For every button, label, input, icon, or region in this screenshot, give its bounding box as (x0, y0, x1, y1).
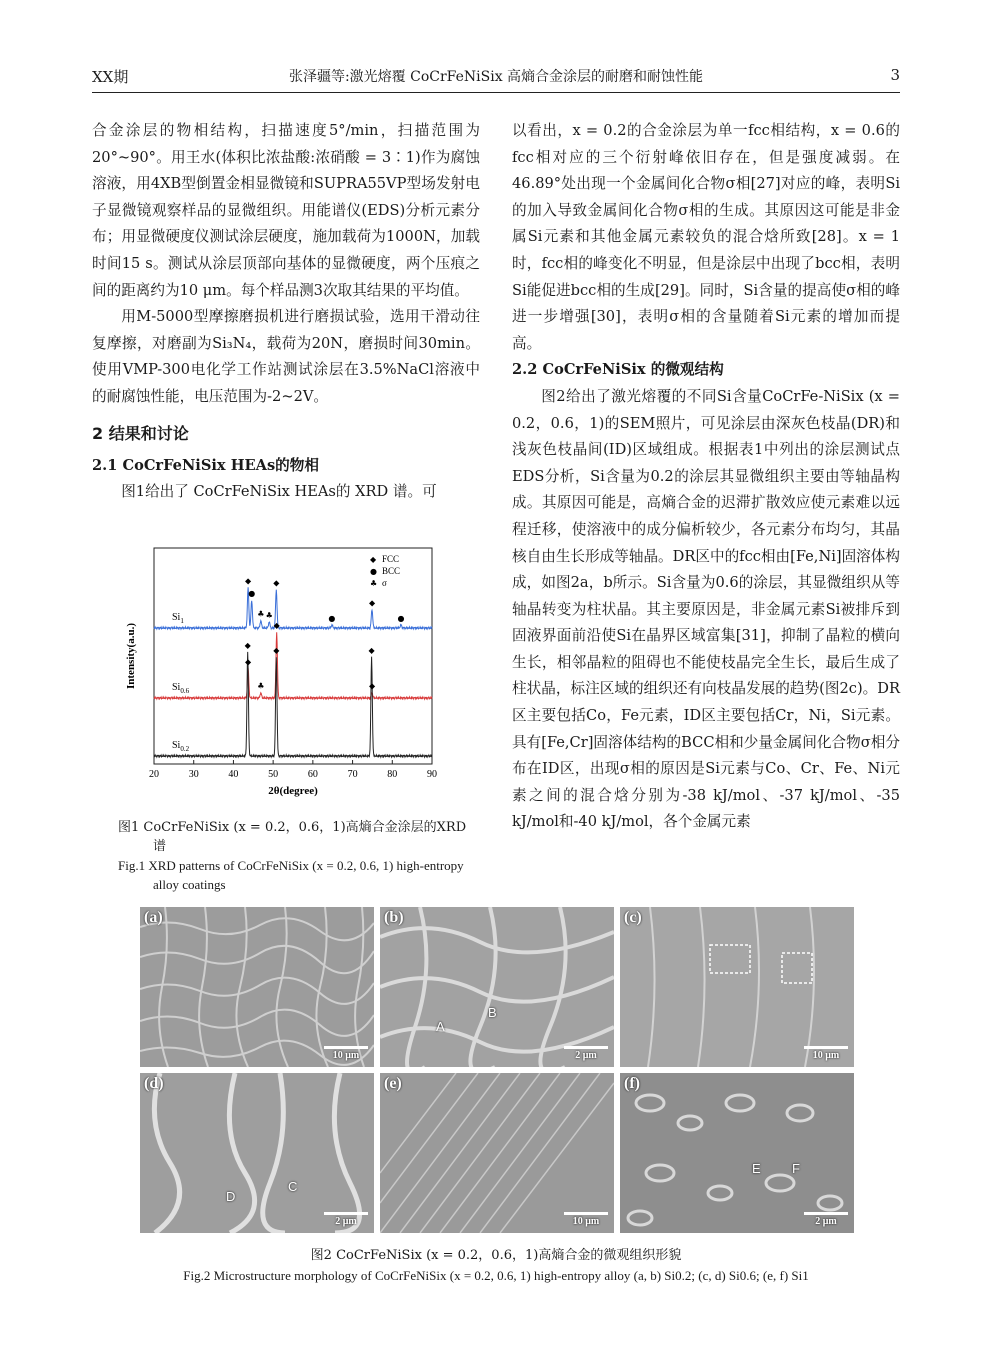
x-tick-label: 80 (387, 769, 398, 780)
point-f-label: F (792, 1161, 800, 1176)
series-label: $Si_1$ (172, 612, 184, 625)
peak-marker: ● (248, 589, 256, 599)
xrd-chart (120, 540, 450, 820)
x-axis-label: 2θ(degree) (268, 785, 318, 797)
panel-f-label: (f) (624, 1075, 640, 1092)
peak-marker: ◆ (273, 621, 280, 630)
legend-symbol: ♣ (370, 579, 378, 588)
sem-panel-a (140, 907, 374, 1067)
point-b-label: B (488, 1005, 497, 1020)
panel-e-scalebar: 10 μm (564, 1212, 608, 1227)
panel-e-label: (e) (384, 1075, 402, 1092)
figure-1-caption-zh: 图1 CoCrFeNiSix (x = 0.2，0.6，1)高熵合金涂层的XRD谱 (118, 820, 467, 854)
x-tick-label: 60 (307, 769, 318, 780)
left-paragraph-2: 用M-5000型摩擦磨损机进行磨损试验，选用干滑动往复摩擦，对磨副为Si₃N₄，载荷为20N，磨损时间30min。使用VMP-300电化学工作站测试涂层在3.5%NaCl溶液中的耐腐蚀性能，电压范围为-2~2V。 (92, 308, 480, 405)
figure-1-caption-en: Fig.1 XRD patterns of CoCrFeNiSix (x = 0.2, 0.6, 1) high-entropy alloy coatings (118, 858, 464, 892)
panel-a-scalebar: 10 μm (324, 1046, 368, 1061)
sem-panel-d (140, 1073, 374, 1233)
header-rule (92, 92, 900, 93)
peak-marker: ◆ (368, 646, 375, 656)
point-a-label: A (436, 1019, 445, 1034)
right-paragraph-2: 图2给出了激光熔覆的不同Si含量CoCrFe-NiSix (x = 0.2，0.6，1)的SEM照片，可见涂层由深灰色枝晶(DR)和浅灰色枝晶间(ID)区域组成。根据表1中列出的涂层测试点EDS分析，Si含量为0.2的涂层其显微组织主要由等轴晶构成。其原因可能是，高熵合金的迟滞扩散效应使元素难以远程迁移，使溶液中的成分偏析较少，各元素分布均匀，其晶核自由生长形成等轴晶。DR区中的fcc相由[Fe,Ni]固溶体构成，如图2a，b所示。Si含量为0.6的涂层，其显微组织从等轴晶转变为柱状晶。其主要原因是，非金属元素Si被排斥到固液界面前沿使Si在晶界区域富集[31]，抑制了晶粒的横向生长，相邻晶粒的阻碍也不能使枝晶完全生长，最后生成了柱状晶，标注区域的组织还有向枝晶发展的趋势(图2c)。DR区主要包括Co，Fe元素，ID区主要包括Cr，Ni，Si元素。具有[Fe,Cr]固溶体结构的BCC相和少量金属间化合物σ相分布在ID区，出现σ相的原因是Si元素与Co、Cr、Fe、Ni元素之间的混合焓分别为-38 kJ/mol、-37 kJ/mol、-35 kJ/mol和-40 kJ/mol，各个金属元素 (512, 387, 900, 831)
x-tick-label: 90 (427, 769, 437, 780)
sem-panel-b (380, 907, 614, 1067)
x-tick-label: 40 (228, 769, 239, 780)
subsection-heading-2-2: 2.2 CoCrFeNiSix 的微观结构 (512, 361, 724, 379)
x-tick-label: 70 (347, 769, 358, 780)
figure-2-caption-zh: 图2 CoCrFeNiSix (x = 0.2，0.6，1)高熵合金的微观组织形貌 (310, 1248, 682, 1263)
peak-marker: ♣ (257, 609, 265, 619)
sem-panel-e (380, 1073, 614, 1233)
issue-label: XX期 (92, 68, 129, 86)
right-column (512, 118, 900, 836)
peak-marker: ♣ (265, 610, 273, 620)
right-paragraph-1: 以看出，x = 0.2的合金涂层为单一fcc相结构，x = 0.6的fcc相对应的三个衍射峰依旧存在，但是强度减弱。在46.89°处出现一个金属间化合物σ相[27]对应的峰，表明Si的加入导致金属间化合物σ相的生成。其原因这可能是非金属Si元素和其他金属元素较负的混合焓所致[28]。x = 1时，fcc相的峰变化不明显，但是涂层中出现了bcc相，表明Si能促进bcc相的生成[29]。同时，Si含量的提高使σ相的峰进一步增强[30]，表明σ相的含量随着Si元素的增加而提高。 (512, 122, 900, 352)
legend-symbol: ◆ (370, 555, 377, 564)
subsection-heading-2-1: 2.1 CoCrFeNiSix HEAs的物相 (92, 456, 319, 474)
series-label: $Si_{0.2}$ (172, 740, 190, 753)
x-tick-label: 50 (268, 769, 279, 780)
peak-marker: ◆ (368, 681, 376, 691)
y-axis-label: Intensity(a.u.) (125, 622, 137, 690)
panel-b-label: (b) (384, 909, 404, 926)
running-header (92, 66, 900, 92)
peak-marker: ◆ (245, 657, 252, 667)
page-number: 3 (890, 66, 900, 84)
legend-entry: BCC (382, 566, 401, 576)
point-d-label: D (226, 1189, 236, 1204)
left-paragraph-1: 合金涂层的物相结构，扫描速度5°/min，扫描范围为20°~90°。用王水(体积比浓盐酸:浓硝酸 = 3∶1)作为腐蚀溶液，用4XB型倒置金相显微镜和SUPRA55VP型场发射电子显微镜观察样品的显微组织。用能谱仪(EDS)分析元素分布；用显微硬度仪测试涂层硬度，施加载荷为1000N，加载时间15 s。测试从涂层顶部向基体的显微硬度，两个压痕之间的距离约为10 μm。每个样品测3次取其结果的平均值。 (92, 122, 480, 299)
section-heading: 2 结果和讨论 (92, 423, 189, 443)
panel-c-scalebar: 10 μm (804, 1046, 848, 1061)
plot-frame (154, 548, 432, 764)
panel-d-scalebar: 2 μm (324, 1212, 368, 1227)
xrd-series-line (154, 652, 432, 757)
point-c-label: C (288, 1179, 298, 1194)
figure-2-caption (92, 1246, 900, 1286)
sem-panel-f (620, 1073, 854, 1233)
left-paragraph-3: 图1给出了 CoCrFeNiSix HEAs的 XRD 谱。可 (121, 483, 437, 501)
left-column (92, 118, 480, 506)
panel-c-label: (c) (624, 909, 642, 926)
legend-symbol: ● (370, 567, 377, 576)
legend-entry: σ (382, 578, 387, 588)
peak-marker: ● (328, 613, 336, 623)
panel-f-scalebar: 2 μm (804, 1212, 848, 1227)
panel-d-label: (d) (144, 1075, 164, 1092)
point-e-label: E (752, 1161, 761, 1176)
xrd-series-line (154, 587, 432, 629)
xrd-series-line (154, 632, 432, 699)
peak-marker: ◆ (273, 578, 280, 588)
series-label: $Si_{0.6}$ (172, 682, 190, 695)
xrd-figure (120, 540, 450, 820)
legend-entry: FCC (382, 554, 400, 564)
peak-marker: ◆ (244, 641, 251, 650)
x-tick-label: 30 (188, 769, 199, 780)
sem-figure (140, 907, 854, 1233)
figure-1-caption (118, 818, 468, 894)
x-tick-label: 20 (149, 769, 159, 780)
panel-a-label: (a) (144, 909, 163, 926)
peak-marker: ◆ (245, 576, 252, 586)
panel-b-scalebar: 2 μm (564, 1046, 608, 1061)
peak-marker: ● (397, 613, 405, 623)
figure-2-caption-en: Fig.2 Microstructure morphology of CoCrFeNiSix (x = 0.2, 0.6, 1) high-entropy alloy (a, b) Si0.2; (c, d) Si0.6; (e, f) Si1 (183, 1268, 809, 1283)
running-title: 张泽疆等:激光熔覆 CoCrFeNiSix 高熵合金涂层的耐磨和耐蚀性能 (288, 69, 704, 85)
sem-panel-c (620, 907, 854, 1067)
peak-marker: ♣ (257, 681, 265, 691)
peak-marker: ◆ (273, 646, 280, 656)
peak-marker: ◆ (368, 598, 376, 608)
